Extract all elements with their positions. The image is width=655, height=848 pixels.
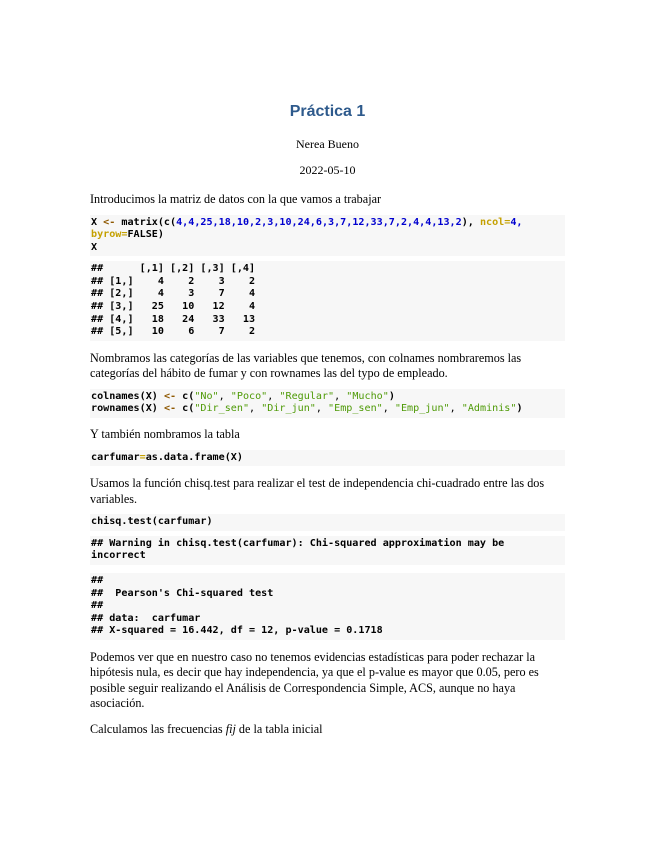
paragraph-chisq: Usamos la función chisq.test para realizar el test de independencia chi-cuadrado entre las dos variables.	[90, 476, 545, 506]
code-token: colnames(X)	[91, 390, 158, 402]
code-token: chisq.test(carfumar)	[91, 516, 213, 528]
frequencies-prefix: Calculamos las frecuencias	[90, 721, 223, 736]
code-token: "Regular"	[279, 390, 335, 402]
code-token: ),	[461, 216, 474, 228]
code-block-matrix	[90, 215, 565, 257]
code-token: "Dir_sen"	[194, 403, 250, 415]
paragraph-table-name: Y también nombramos la tabla	[90, 427, 240, 442]
output-line: ## [3,] 25 10 12 4	[91, 301, 256, 313]
output-line: incorrect	[91, 550, 146, 562]
output-block-matrix	[90, 261, 565, 341]
output-line: ##	[91, 600, 104, 612]
code-token: =	[139, 451, 146, 463]
math-fij: fij	[225, 721, 236, 736]
output-line: ## [5,] 10 6 7 2	[91, 326, 256, 338]
output-line: ## [1,] 4 2 3 2	[91, 275, 256, 287]
document-title: Práctica 1	[289, 103, 366, 120]
paragraph-conclusion: Podemos ver que en nuestro caso no tenemos evidencias estadísticas para poder rechazar la hipótesis nula, es decir que hay independencia, ya que el p-value es mayor que 0.05, pero es posible seguir realizando el Análisis de Correspondencia Simple, ACS, aunque no haya asociación.	[90, 649, 539, 711]
code-token: "Adminis"	[461, 403, 517, 415]
code-token: "Emp_jun"	[394, 403, 450, 415]
document-author: Nerea Bueno	[296, 137, 359, 151]
code-block-names: colnames(X) <- c("No", "Poco", "Regular", "Mucho") rownames(X) <- c("Dir_sen", "Dir_jun", "Emp_sen", "Emp_jun", "Adminis")	[90, 389, 565, 418]
paragraph-frequencies	[90, 722, 565, 738]
paragraph-intro: Introducimos la matriz de datos con la que vamos a trabajar	[90, 192, 382, 206]
output-line: ## Warning in chisq.test(carfumar): Chi-squared approximation may be	[91, 537, 505, 549]
code-token: 4,	[510, 216, 523, 228]
code-token: "Mucho"	[346, 390, 389, 402]
output-line: ## data: carfumar	[91, 612, 201, 624]
code-token: rownames(X)	[91, 403, 158, 415]
code-token: byrow=	[91, 229, 128, 241]
code-token: ncol=	[479, 216, 511, 228]
code-token: "No"	[194, 390, 219, 402]
code-token: as.data.frame(X)	[145, 451, 243, 463]
code-block-dataframe	[90, 450, 565, 467]
code-token: 4,4,25,18,10,2,3,10,24,6,3,7,12,33,7,2,4,4,13,2	[176, 216, 462, 228]
output-line: ## X-squared = 16.442, df = 12, p-value = 0.1718	[91, 625, 383, 637]
code-token: "Dir_jun"	[261, 403, 316, 415]
code-token: <-	[163, 390, 177, 402]
code-token: X	[91, 241, 98, 253]
frequencies-suffix: de la tabla inicial	[238, 721, 323, 736]
code-token: c(	[182, 403, 195, 415]
code-token: c(	[182, 390, 195, 402]
code-token: X	[91, 216, 98, 228]
output-line: ## [2,] 4 3 7 4	[91, 288, 256, 300]
output-line: ##	[91, 574, 104, 586]
output-block-chisq	[90, 573, 565, 640]
document-date: 2022-05-10	[299, 163, 356, 177]
code-token: "Poco"	[230, 390, 268, 402]
code-token: <-	[103, 216, 116, 228]
code-block-chisq	[90, 514, 565, 531]
output-line: ## Pearson's Chi-squared test	[91, 587, 274, 599]
output-line: ## [4,] 18 24 33 13	[91, 313, 256, 325]
code-token: carfumar	[91, 451, 140, 463]
code-token: matrix(c(	[121, 216, 177, 228]
output-block-warning	[90, 536, 565, 565]
paragraph-categories: Nombramos las categorías de las variables que tenemos, con colnames nombraremos las categorías del hábito de fumar y con rownames las del typo de empleado.	[90, 350, 522, 381]
code-token: FALSE)	[127, 229, 164, 241]
document-page	[90, 0, 565, 737]
output-line: ## [,1] [,2] [,3] [,4]	[91, 263, 256, 275]
code-token: "Emp_sen"	[328, 403, 383, 415]
code-token: <-	[163, 403, 177, 415]
